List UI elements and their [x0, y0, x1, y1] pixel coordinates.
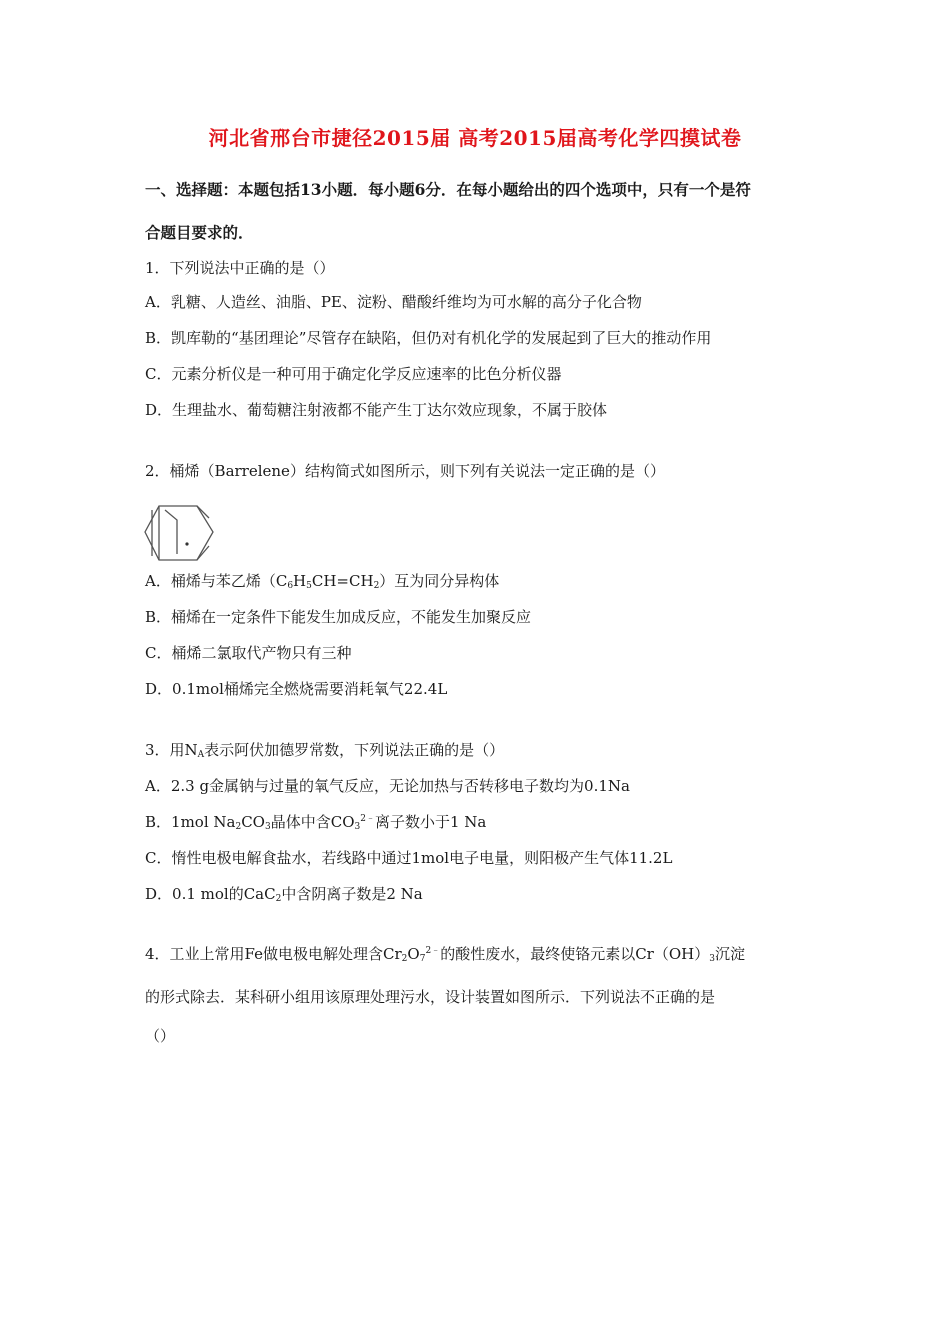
q1-option-d: D．生理盐水、葡萄糖注射液都不能产生丁达尔效应现象，不属于胶体: [145, 401, 608, 419]
q3-stem: 3．用$N_A$表示阿伏加德罗常数，下列说法正确的是（）: [145, 741, 505, 760]
q1-stem: 1．下列说法中正确的是（）: [145, 259, 335, 277]
q3-option-b: B．1mol $Na_2CO_3$晶体中含$CO_3^{2﹣}$离子数小于1 Na: [145, 813, 487, 832]
page-title: 河北省邢台市捷径2015届 高考2015届高考化学四摸试卷: [208, 126, 742, 150]
q2-option-d: D．0.1mol桶烯完全燃烧需要消耗氧气22.4L: [145, 680, 448, 698]
q2-option-b: B．桶烯在一定条件下能发生加成反应，不能发生加聚反应: [145, 608, 532, 626]
q3-option-a: A．2.3 g金属钠与过量的氧气反应，无论加热与否转移电子数均为0.1Na: [145, 777, 630, 795]
q1-option-b: B．凯库勒的“基团理论”尽管存在缺陷，但仍对有机化学的发展起到了巨大的推动作用: [145, 329, 712, 347]
q2-option-c: C．桶烯二氯取代产物只有三种: [145, 644, 352, 662]
section-heading-line2: 合题目要求的．: [145, 223, 254, 242]
section-heading-line1: 一、选择题：本题包括13小题．每小题6分．在每小题给出的四个选项中，只有一个是符: [145, 180, 751, 199]
q3-option-c: C．惰性电极电解食盐水，若线路中通过1mol电子电量，则阳极产生气体11.2L: [145, 849, 673, 867]
q1-option-a: A．乳糖、人造丝、油脂、PE、淀粉、醋酸纤维均为可水解的高分子化合物: [145, 293, 642, 311]
barrelene-structure-figure: [143, 500, 215, 566]
q4-stem-line1: 4．工业上常用Fe做电极电解处理含$Cr_2O_7^{2﹣}$的酸性废水，最终使铬元素以$Cr(OH)_3$沉淀: [145, 945, 745, 964]
q2-stem: 2．桶烯（Barrelene）结构简式如图所示，则下列有关说法一定正确的是（）: [145, 462, 665, 480]
q3-option-d: D．0.1 mol的CaC$_2$中含阴离子数是2 Na: [145, 885, 423, 904]
q2-option-a: A．桶烯与苯乙烯$(C_6H_5CH=CH_2)$互为同分异构体: [145, 572, 500, 591]
q4-stem-line3: （）: [145, 1027, 176, 1045]
q4-stem-line2: 的形式除去．某科研小组用该原理处理污水，设计装置如图所示．下列说法不正确的是: [145, 988, 716, 1006]
q1-option-c: C．元素分析仪是一种可用于确定化学反应速率的比色分析仪器: [145, 365, 562, 383]
